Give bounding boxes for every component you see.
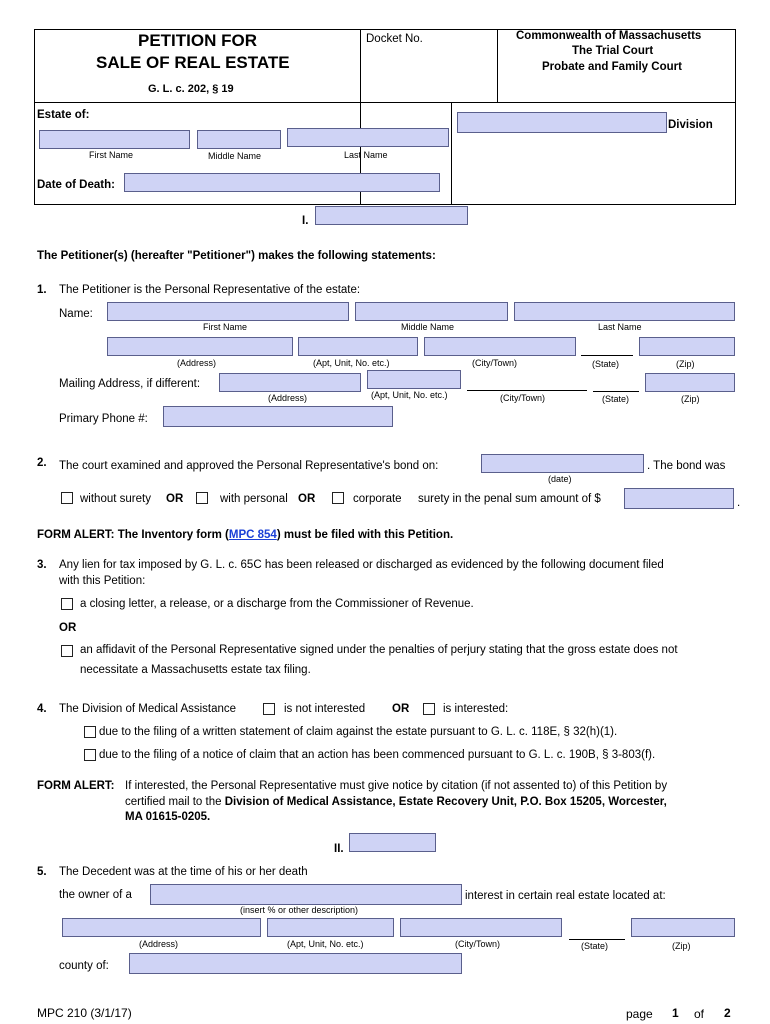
- form-title-line2: SALE OF REAL ESTATE: [96, 53, 290, 72]
- pr-address-caption: (Address): [177, 358, 217, 368]
- docket-label: Docket No.: [366, 33, 423, 45]
- phone-label: Primary Phone #:: [59, 413, 148, 425]
- written-statement-checkbox[interactable]: [84, 726, 96, 738]
- alert2-line1: If interested, the Personal Representative must give notice by citation (if not assented to) of this Petition by: [125, 780, 668, 792]
- item4-text: The Division of Medical Assistance: [59, 703, 237, 715]
- item3-number: 3.: [37, 559, 47, 571]
- property-apt-field[interactable]: [267, 918, 394, 937]
- closing-letter-label: a closing letter, a release, or a discharge from the Commissioner of Revenue.: [80, 598, 474, 610]
- section-ii-label: II.: [334, 843, 344, 855]
- bond-or-1: OR: [166, 493, 184, 505]
- closing-letter-checkbox[interactable]: [61, 598, 73, 610]
- mailing-apt-caption: (Apt, Unit, No. etc.): [371, 390, 448, 400]
- property-state-underline: [569, 939, 625, 940]
- without-surety-label: without surety: [80, 493, 151, 505]
- pr-address-field[interactable]: [107, 337, 293, 356]
- not-interested-label: is not interested: [284, 703, 366, 715]
- item5-number: 5.: [37, 866, 47, 878]
- date-of-death-label: Date of Death:: [37, 179, 115, 191]
- alert2-line3: MA 01615-0205.: [125, 811, 211, 823]
- phone-field[interactable]: [163, 406, 393, 427]
- mailing-zip-field[interactable]: [645, 373, 735, 392]
- mailing-zip-caption: (Zip): [681, 394, 700, 404]
- item4-or: OR: [392, 703, 410, 715]
- item2-number: 2.: [37, 457, 47, 469]
- affidavit-checkbox[interactable]: [61, 645, 73, 657]
- personal-surety-label: with personal: [220, 493, 288, 505]
- pr-state-underline: [581, 355, 633, 356]
- header-divider-2: [497, 29, 498, 103]
- of-label: of: [694, 1007, 705, 1021]
- item3-line1: Any lien for tax imposed by G. L. c. 65C has been released or discharged as evidenced by the following document filed: [59, 559, 664, 571]
- form-title-line1: PETITION FOR: [138, 31, 257, 50]
- item3-or: OR: [59, 622, 77, 634]
- interest-description-field[interactable]: [150, 884, 462, 905]
- pr-first-name-field[interactable]: [107, 302, 349, 321]
- notice-of-claim-label: due to the filing of a notice of claim that an action has been commenced pursuant to G. L. c. 190B, § 3-803(f).: [99, 749, 656, 761]
- alert1-suffix: ) must be filed with this Petition.: [276, 529, 454, 541]
- alert2-line2: [125, 796, 667, 808]
- owner-of-label: the owner of a: [59, 889, 132, 901]
- penal-sum-period: .: [737, 497, 741, 509]
- alert1-prefix: FORM ALERT: The Inventory form (: [37, 529, 229, 541]
- item5-text: The Decedent was at the time of his or her death: [59, 866, 308, 878]
- county-field[interactable]: [129, 953, 462, 974]
- bond-was-text: . The bond was: [647, 460, 726, 472]
- mailing-address-caption: (Address): [268, 393, 308, 403]
- pr-name-label: Name:: [59, 308, 93, 320]
- personal-surety-checkbox[interactable]: [196, 492, 208, 504]
- court-line3: Probate and Family Court: [542, 61, 682, 73]
- county-label: county of:: [59, 960, 109, 972]
- division-label: Division: [668, 119, 713, 131]
- page-label: page: [626, 1007, 653, 1021]
- pr-zip-caption: (Zip): [676, 359, 695, 369]
- pr-last-name-field[interactable]: [514, 302, 735, 321]
- form-alert-label: FORM ALERT:: [37, 780, 115, 792]
- item3-line2: with this Petition:: [59, 575, 146, 587]
- pr-middle-name-field[interactable]: [355, 302, 508, 321]
- interest-text: interest in certain real estate located at:: [465, 890, 666, 902]
- corporate-label: corporate: [353, 493, 402, 505]
- pr-state-caption: (State): [592, 359, 620, 369]
- mailing-apt-field[interactable]: [367, 370, 461, 389]
- section-i-label: I.: [302, 215, 309, 227]
- mailing-state-caption: (State): [602, 394, 630, 404]
- mailing-city-underline: [467, 390, 587, 391]
- not-interested-checkbox[interactable]: [263, 703, 275, 715]
- form-id: MPC 210 (3/1/17): [37, 1006, 132, 1020]
- estate-divider: [451, 103, 452, 205]
- page-number: 1: [672, 1006, 679, 1020]
- property-apt-caption: (Apt, Unit, No. etc.): [287, 939, 364, 949]
- decedent-middle-name-field[interactable]: [197, 130, 281, 149]
- pr-zip-field[interactable]: [639, 337, 735, 356]
- item1-text: The Petitioner is the Personal Representative of the estate:: [59, 284, 361, 296]
- pr-last-name-caption: Last Name: [598, 322, 642, 332]
- interested-label: is interested:: [443, 703, 509, 715]
- page-total: 2: [724, 1006, 731, 1020]
- property-state-caption: (State): [581, 941, 609, 951]
- decedent-last-name-field[interactable]: [287, 128, 449, 147]
- mailing-city-caption: (City/Town): [500, 393, 546, 403]
- item4-number: 4.: [37, 703, 47, 715]
- pr-apt-field[interactable]: [298, 337, 418, 356]
- pr-apt-caption: (Apt, Unit, No. etc.): [313, 358, 390, 368]
- penal-sum-field[interactable]: [624, 488, 734, 509]
- property-city-caption: (City/Town): [455, 939, 501, 949]
- statute-ref: G. L. c. 202, § 19: [148, 83, 234, 95]
- bond-date-field[interactable]: [481, 454, 644, 473]
- date-of-death-field[interactable]: [124, 173, 440, 192]
- without-surety-checkbox[interactable]: [61, 492, 73, 504]
- pr-city-caption: (City/Town): [472, 358, 518, 368]
- alert2-line2-a: certified mail to the: [125, 796, 225, 808]
- item1-number: 1.: [37, 284, 47, 296]
- mailing-state-underline: [593, 391, 639, 392]
- affidavit-line1: an affidavit of the Personal Representative signed under the penalties of perjury stating that the gross estate does not: [80, 644, 678, 656]
- first-name-caption: First Name: [89, 150, 134, 160]
- middle-name-caption: Middle Name: [208, 151, 262, 161]
- penal-sum-label: surety in the penal sum amount of $: [418, 493, 601, 505]
- written-statement-label: due to the filing of a written statement of claim against the estate pursuant to G. L. c. 118E, § 32(h)(1).: [99, 726, 618, 738]
- pr-city-field[interactable]: [424, 337, 576, 356]
- alert2-line2-b: Division of Medical Assistance, Estate Recovery Unit, P.O. Box 15205, Worcester,: [224, 796, 667, 808]
- mailing-address-field[interactable]: [219, 373, 361, 392]
- interested-checkbox[interactable]: [423, 703, 435, 715]
- mpc-854-link[interactable]: MPC 854: [228, 529, 277, 541]
- property-address-caption: (Address): [139, 939, 179, 949]
- decedent-first-name-field[interactable]: [39, 130, 190, 149]
- property-address-field[interactable]: [62, 918, 261, 937]
- notice-of-claim-checkbox[interactable]: [84, 749, 96, 761]
- item2-text: The court examined and approved the Personal Representative's bond on:: [59, 460, 439, 472]
- petitioner-intro: The Petitioner(s) (hereafter "Petitioner") makes the following statements:: [37, 250, 436, 262]
- property-zip-field[interactable]: [631, 918, 735, 937]
- insert-caption: (insert % or other description): [240, 905, 359, 915]
- last-name-caption: Last Name: [344, 150, 388, 160]
- affidavit-line2: necessitate a Massachusetts estate tax filing.: [80, 664, 311, 676]
- court-line1: Commonwealth of Massachusetts: [516, 30, 702, 42]
- property-zip-caption: (Zip): [672, 941, 691, 951]
- pr-middle-name-caption: Middle Name: [401, 322, 455, 332]
- division-field[interactable]: [457, 112, 667, 133]
- property-city-field[interactable]: [400, 918, 562, 937]
- court-line2: The Trial Court: [572, 45, 654, 57]
- corporate-surety-checkbox[interactable]: [332, 492, 344, 504]
- bond-date-caption: (date): [548, 474, 572, 484]
- section-i-field[interactable]: [315, 206, 468, 225]
- form-alert-inventory: [37, 529, 453, 541]
- mailing-address-label: Mailing Address, if different:: [59, 378, 201, 390]
- section-ii-field[interactable]: [349, 833, 436, 852]
- estate-label: Estate of:: [37, 109, 90, 121]
- bond-or-2: OR: [298, 493, 316, 505]
- pr-first-name-caption: First Name: [203, 322, 248, 332]
